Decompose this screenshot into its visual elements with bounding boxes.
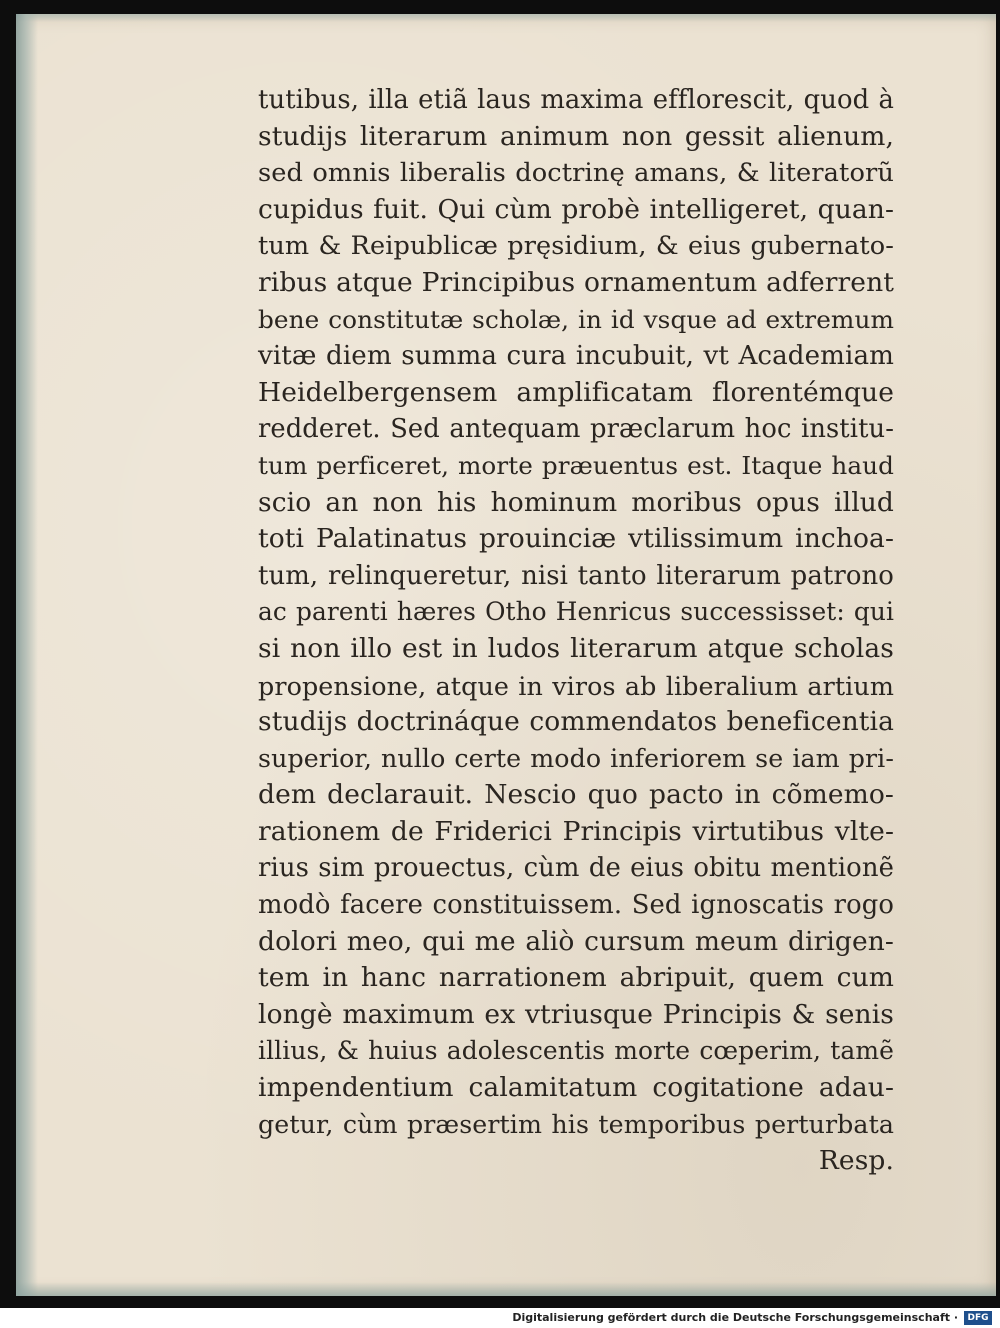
text-line: sed omnis liberalis doctrinę amans, & literatorũ bbox=[258, 158, 894, 189]
page-edge-bottom bbox=[16, 1282, 996, 1296]
text-line: dolori meo, qui me aliò cursum meum dirigen- bbox=[258, 925, 894, 957]
text-block bbox=[258, 82, 894, 1180]
text-line: superior, nullo certe modo inferiorem se iam pri- bbox=[258, 743, 894, 773]
text-line: studijs doctrináque commendatos beneficentia bbox=[258, 706, 894, 738]
text-line: tem in hanc narrationem abripuit, quem cum bbox=[258, 962, 894, 994]
text-line: studijs literarum animum non gessit alienum, bbox=[258, 120, 894, 152]
text-line: ac parenti hæres Otho Henricus successisset: qui bbox=[258, 597, 894, 627]
dfg-logo-icon: DFG bbox=[964, 1311, 992, 1325]
text-line: cupidus fuit. Qui cùm probè intelligeret, quan- bbox=[258, 193, 894, 225]
text-line: getur, cùm præsertim his temporibus perturbata bbox=[258, 1109, 894, 1139]
text-line: rius sim prouectus, cùm de eius obitu mentionẽ bbox=[258, 853, 894, 884]
page-edge-left bbox=[16, 14, 38, 1296]
text-line: illius, & huius adolescentis morte cœperim, tamẽ bbox=[258, 1036, 894, 1066]
text-line: bene constitutæ scholæ, in id vsque ad extremum bbox=[258, 304, 894, 334]
text-line: longè maximum ex vtriusque Principis & senis bbox=[258, 998, 894, 1030]
text-line: rationem de Friderici Principis virtutibus vlte- bbox=[258, 815, 894, 847]
text-line: tutibus, illa etiã laus maxima efflorescit, quod à bbox=[258, 85, 894, 115]
text-line: redderet. Sed antequam præclarum hoc institu- bbox=[258, 414, 894, 445]
text-line: tum, relinqueretur, nisi tanto literarum patrono bbox=[258, 560, 894, 591]
text-line: si non illo est in ludos literarum atque scholas bbox=[258, 632, 894, 664]
footer-bar bbox=[0, 1308, 1000, 1328]
text-line: modò facere constituissem. Sed ignoscatis rogo bbox=[258, 890, 894, 921]
catchword: Resp. bbox=[818, 1145, 894, 1177]
text-line: Heidelbergensem amplificatam florentémque bbox=[258, 376, 894, 408]
text-line: tum perficeret, morte præuentus est. Itaque haud bbox=[258, 450, 894, 480]
text-line: vitæ diem summa cura incubuit, vt Academiam bbox=[258, 341, 894, 372]
text-line: scio an non his hominum moribus opus illud bbox=[258, 486, 894, 518]
text-line: ribus atque Principibus ornamentum adferrent bbox=[258, 266, 894, 298]
text-line: propensione, atque in viros ab liberalium artium bbox=[258, 670, 894, 701]
text-line: tum & Reipublicæ pręsidium, & eius gubernato- bbox=[258, 231, 894, 262]
text-line: impendentium calamitatum cogitatione adau- bbox=[258, 1072, 894, 1104]
text-line: toti Palatinatus prouinciæ vtilissimum inchoa- bbox=[258, 523, 894, 555]
footer-credit: Digitalisierung gefördert durch die Deutsche Forschungsgemeinschaft · bbox=[512, 1311, 958, 1324]
page-edge-top bbox=[16, 14, 996, 22]
text-line: dem declarauit. Nescio quo pacto in cõmemo- bbox=[258, 779, 894, 811]
